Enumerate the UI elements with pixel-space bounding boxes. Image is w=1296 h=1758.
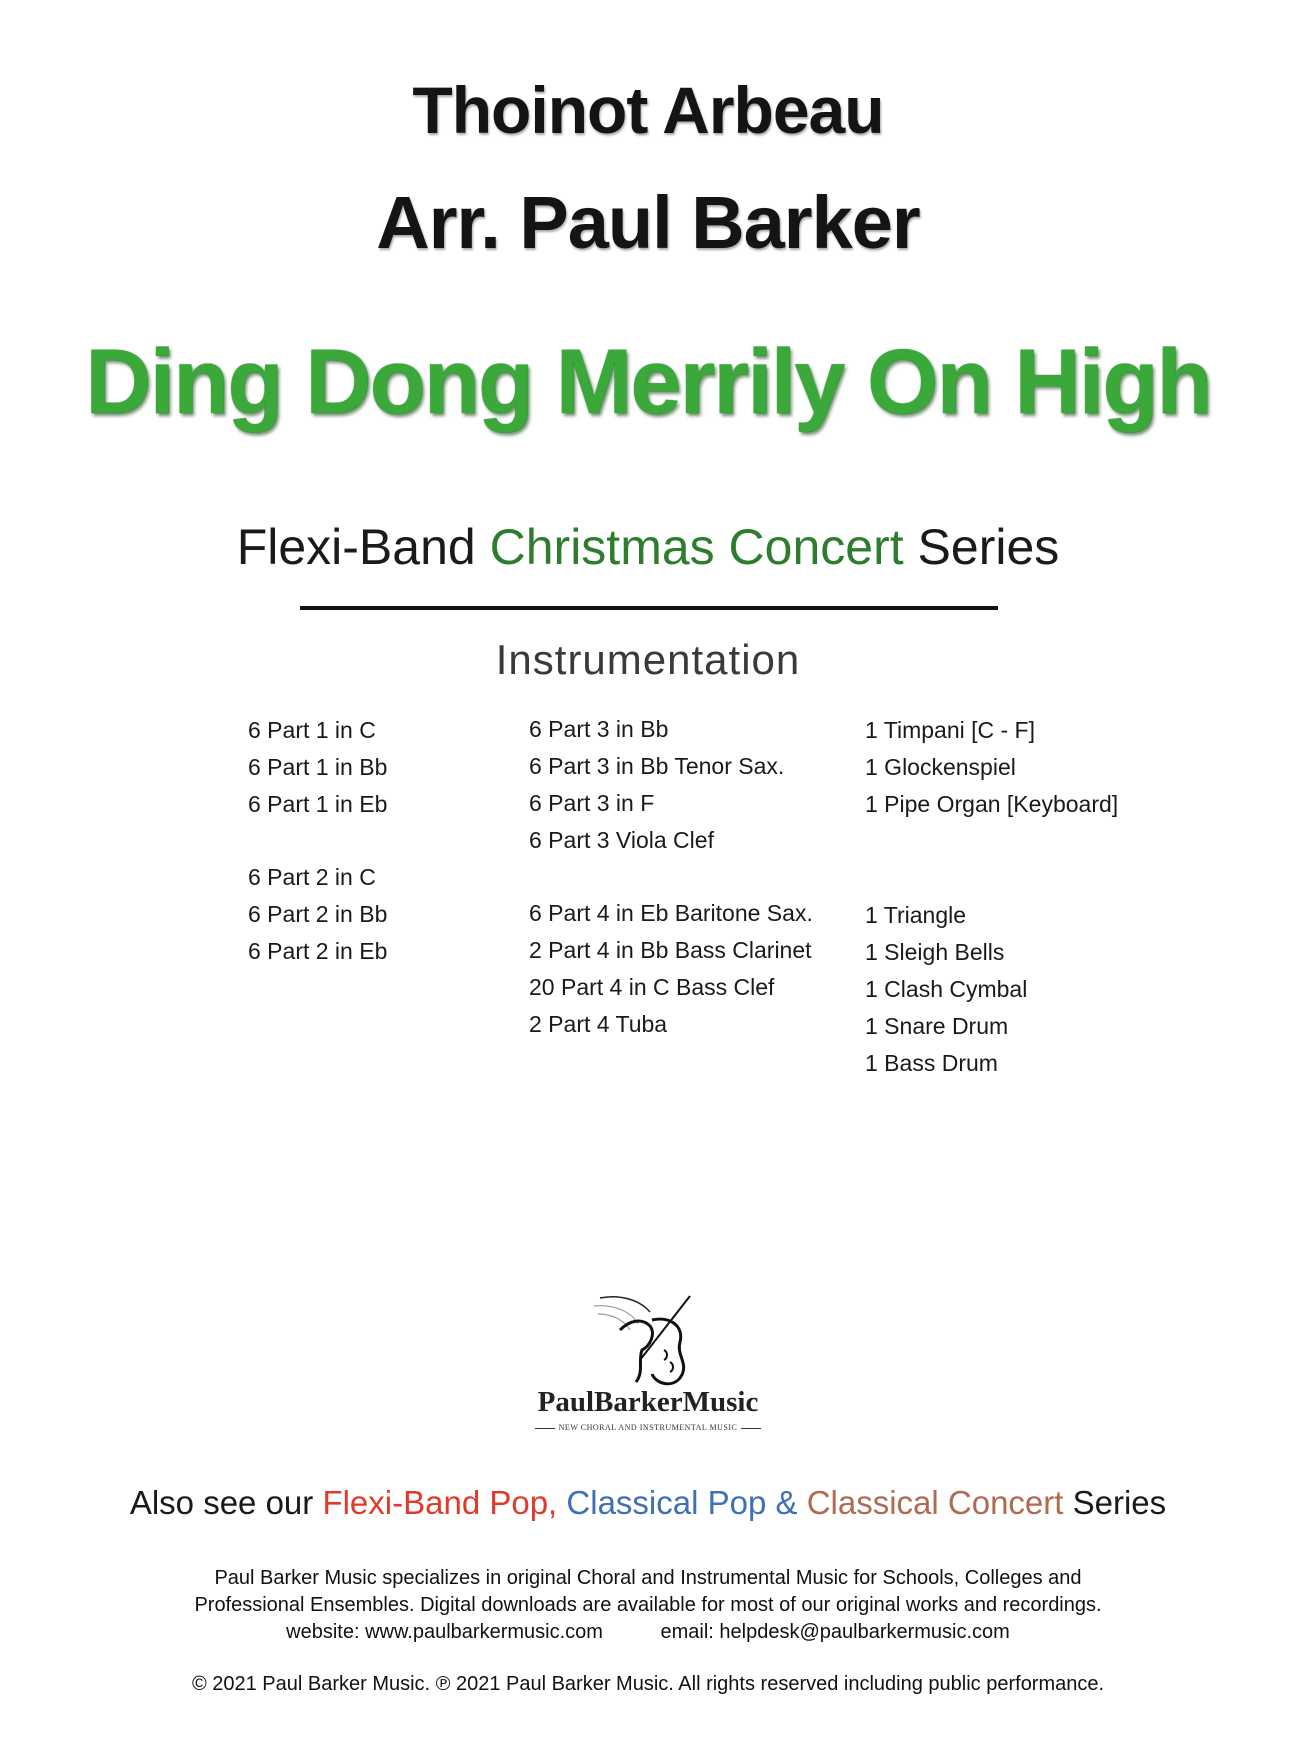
instrument-item: 6 Part 3 in Bb <box>529 716 669 742</box>
series-link-classical-pop: Classical Pop <box>566 1484 767 1521</box>
instrument-item: 1 Glockenspiel <box>865 754 1016 780</box>
divider-rule <box>300 606 998 610</box>
instrument-item: 6 Part 3 in F <box>529 790 655 816</box>
instrument-item: 1 Sleigh Bells <box>865 939 1005 965</box>
instrument-item: 6 Part 1 in C <box>248 717 376 743</box>
composer-name: Thoinot Arbeau <box>412 73 884 147</box>
violin-face-logo-icon <box>580 1290 710 1390</box>
instrument-item: 6 Part 1 in Eb <box>248 791 388 817</box>
instrument-item: 20 Part 4 in C Bass Clef <box>529 974 775 1000</box>
group-gap <box>248 823 387 859</box>
group-gap <box>529 859 813 895</box>
instrument-item: 1 Timpani [C - F] <box>865 717 1035 743</box>
logo-wordmark: PaulBarkerMusic <box>537 1386 759 1418</box>
email-link[interactable]: email: helpdesk@paulbarkermusic.com <box>660 1621 1010 1643</box>
instrument-item: 1 Bass Drum <box>865 1050 998 1076</box>
also-see-line <box>0 1484 1296 1522</box>
series-line <box>0 518 1296 576</box>
series-link-classical-concert: Classical Concert <box>806 1484 1064 1521</box>
footer-line-2: Professional Ensembles. Digital downloads are available for most of our original works and recordings. <box>194 1594 1102 1616</box>
instrument-column-1 <box>248 712 387 970</box>
instrument-column-3 <box>865 712 1118 1082</box>
series-highlight: Christmas Concert <box>489 519 904 575</box>
instrument-item: 1 Clash Cymbal <box>865 976 1028 1002</box>
footer-info <box>0 1565 1296 1646</box>
arranger-name: Arr. Paul Barker <box>376 181 920 264</box>
website-link[interactable]: website: www.paulbarkermusic.com <box>286 1621 603 1643</box>
instrument-item: 6 Part 3 Viola Clef <box>529 827 714 853</box>
footer-contacts <box>0 1619 1296 1646</box>
group-gap <box>865 823 1118 897</box>
also-prefix: Also see our <box>129 1484 314 1521</box>
footer-line-1: Paul Barker Music specializes in original Choral and Instrumental Music for Schools, Colleges and <box>214 1567 1082 1589</box>
also-suffix: Series <box>1072 1484 1167 1521</box>
series-link-flexi-band-pop: Flexi-Band Pop, <box>322 1484 558 1521</box>
instrument-item: 2 Part 4 in Bb Bass Clarinet <box>529 937 812 963</box>
instrument-column-2 <box>529 711 813 1043</box>
instrument-item: 6 Part 4 in Eb Baritone Sax. <box>529 900 813 926</box>
instrument-item: 6 Part 2 in Bb <box>248 901 388 927</box>
instrument-item: 6 Part 2 in Eb <box>248 938 388 964</box>
piece-title: Ding Dong Merrily On High <box>85 331 1211 433</box>
instrument-item: 1 Snare Drum <box>865 1013 1009 1039</box>
instrument-item: 1 Pipe Organ [Keyboard] <box>865 791 1119 817</box>
instrumentation-heading: Instrumentation <box>495 636 801 683</box>
series-prefix: Flexi-Band <box>236 519 476 575</box>
instrument-item: 2 Part 4 Tuba <box>529 1011 668 1037</box>
instrument-item: 1 Triangle <box>865 902 967 928</box>
instrument-item: 6 Part 1 in Bb <box>248 754 388 780</box>
publisher-logo <box>520 1290 776 1430</box>
ampersand: & <box>775 1484 798 1521</box>
copyright-notice: © 2021 Paul Barker Music. ℗ 2021 Paul Barker Music. All rights reserved including public performance. <box>191 1673 1105 1695</box>
instrument-item: 6 Part 3 in Bb Tenor Sax. <box>529 753 785 779</box>
series-suffix: Series <box>917 519 1060 575</box>
logo-tagline: NEW CHORAL AND INSTRUMENTAL MUSIC <box>520 1423 776 1432</box>
instrument-item: 6 Part 2 in C <box>248 864 376 890</box>
